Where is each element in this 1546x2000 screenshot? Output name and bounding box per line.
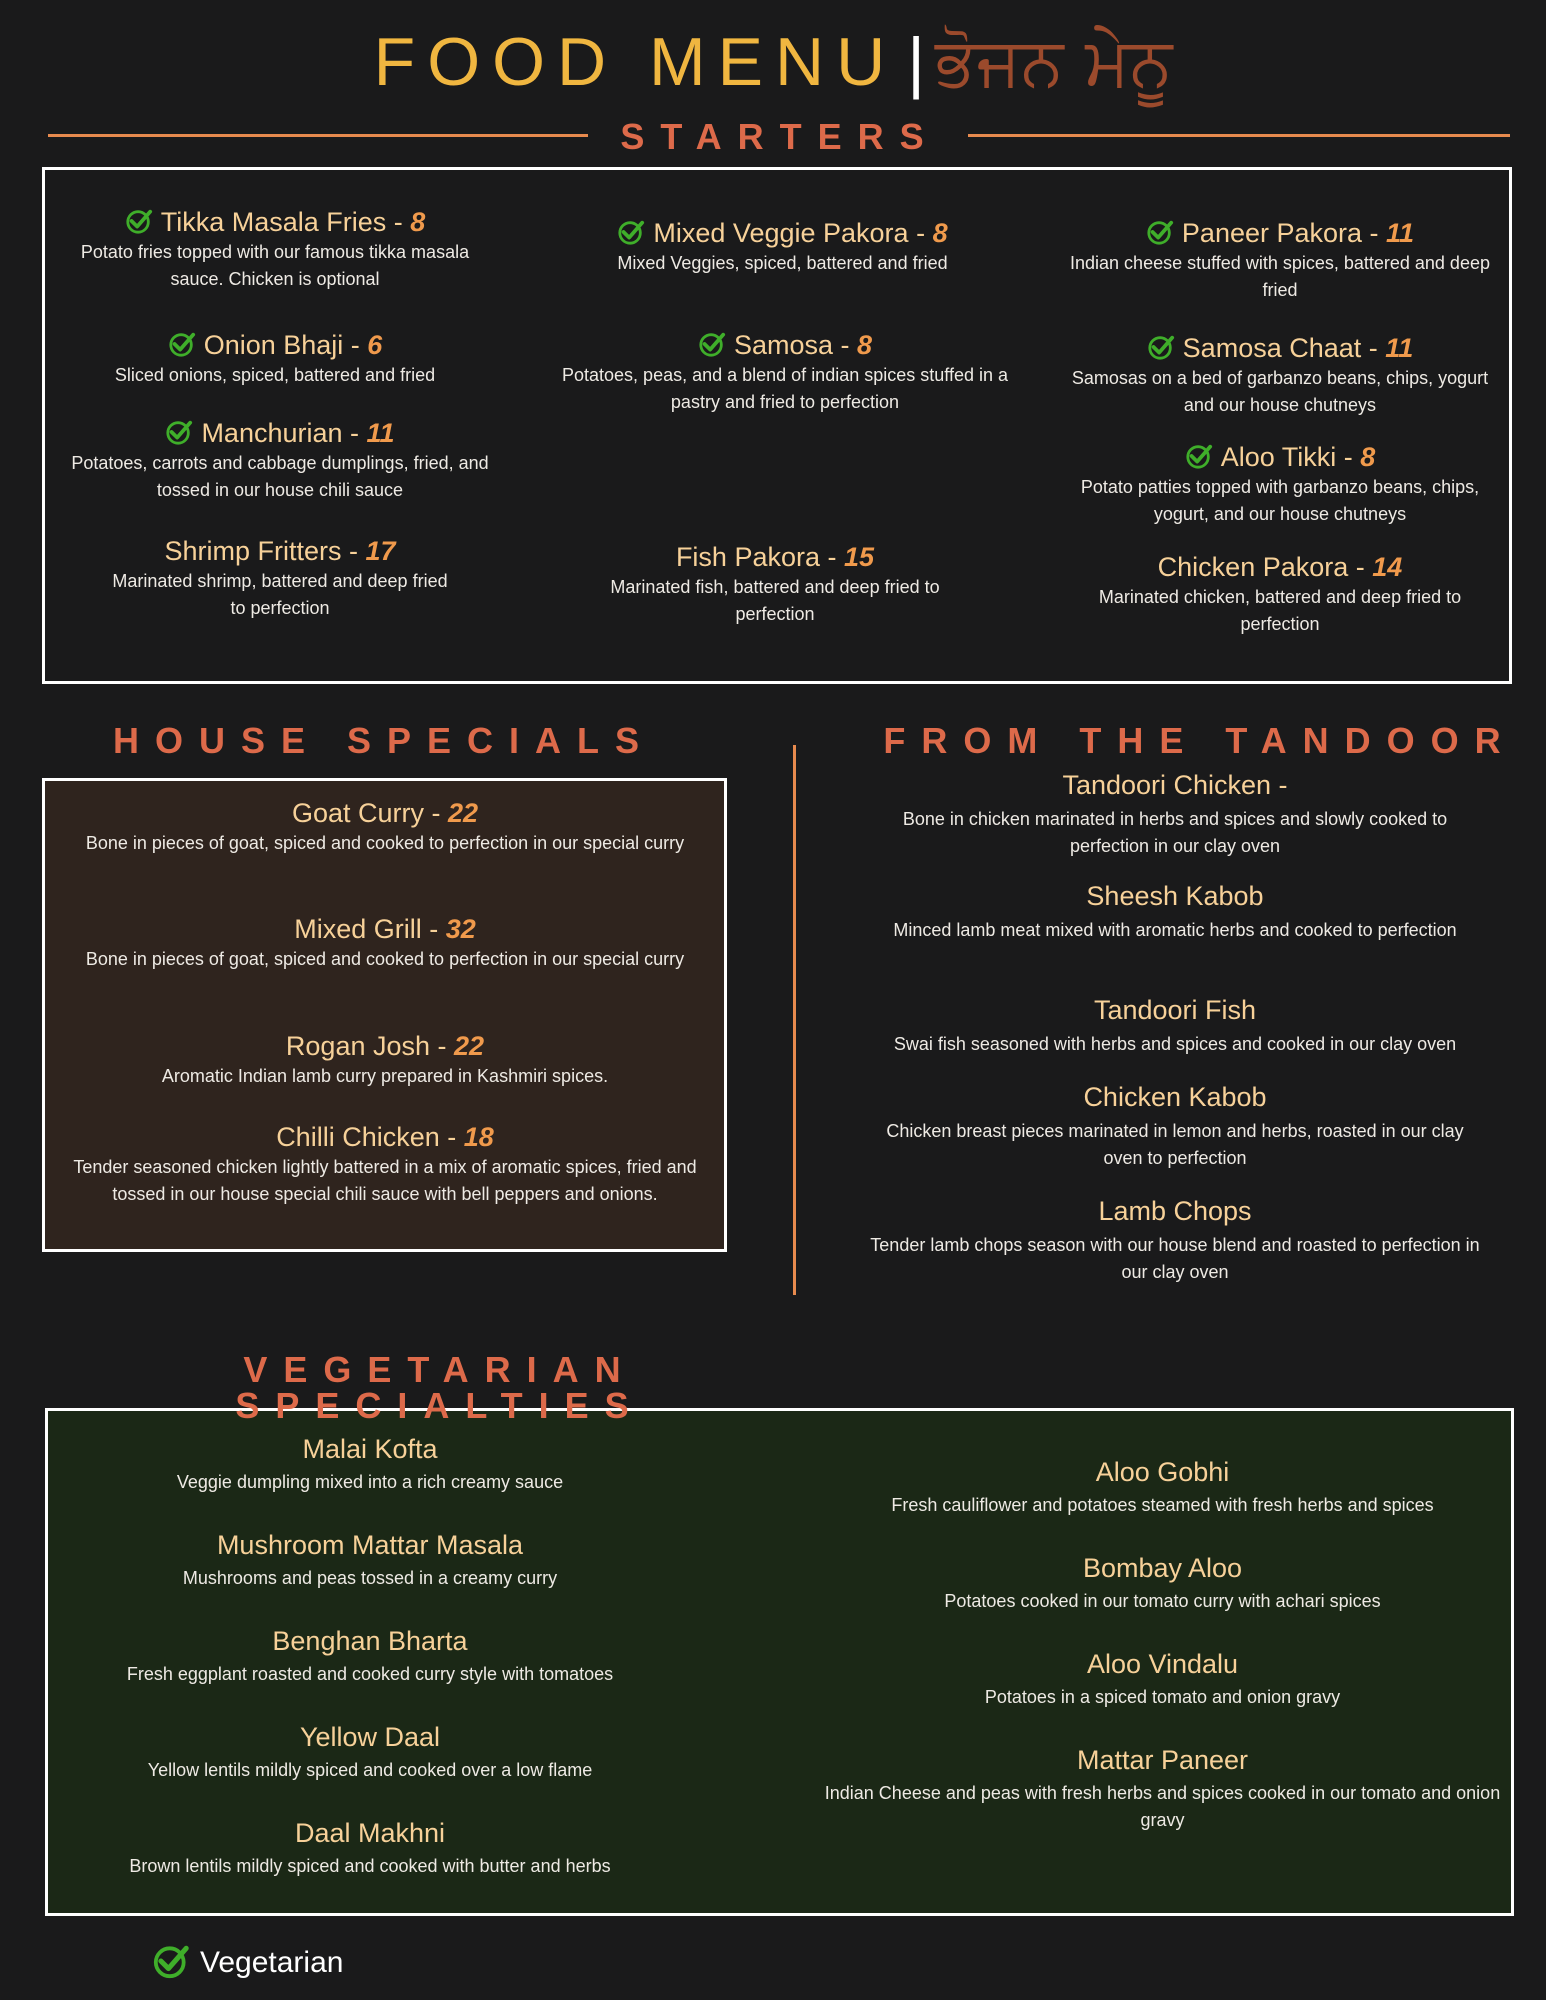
house-special-item: Rogan Josh - 22 Aromatic Indian lamb curry prepared in Kashmiri spices. <box>80 1029 690 1090</box>
item-description: Indian cheese stuffed with spices, battered and deep fried <box>1070 253 1490 300</box>
item-description: Marinated chicken, battered and deep fried to perfection <box>1098 587 1462 634</box>
item-name: Benghan Bharta <box>272 1626 468 1656</box>
starter-item: Aloo Tikki - 8 Potato patties topped with garbanzo beans, chips, yogurt, and our house chutneys <box>1060 440 1500 528</box>
item-description: Bone in pieces of goat, spiced and cooked to perfection in our special curry <box>85 833 685 853</box>
item-name: Paneer Pakora <box>1181 218 1363 248</box>
item-name: Chicken Pakora <box>1157 552 1349 582</box>
item-name: Mixed Veggie Pakora <box>653 218 909 248</box>
item-description: Fresh eggplant roasted and cooked curry style with tomatoes <box>126 1664 614 1684</box>
item-name: Tandoori Fish <box>1093 995 1257 1025</box>
vegetarian-check-icon <box>165 418 193 446</box>
item-name: Yellow Daal <box>299 1722 441 1752</box>
item-description: Potato fries topped with our famous tikka masala sauce. Chicken is optional <box>80 242 470 289</box>
starters-rule-right <box>968 134 1510 137</box>
vegetarian-check-icon <box>168 330 196 358</box>
tandoor-item <box>870 879 1480 944</box>
item-price: 17 <box>365 536 396 566</box>
item-description: Bone in chicken marinated in herbs and spices and slowly cooked to perfection in our clay oven <box>902 809 1448 856</box>
starter-item: Manchurian - 11 Potatoes, carrots and cabbage dumplings, fried, and tossed in our house chili sauce <box>55 416 505 504</box>
item-name: Fish Pakora <box>675 542 820 572</box>
item-name: Daal Makhni <box>294 1818 446 1848</box>
item-description: Tender lamb chops season with our house blend and roasted to perfection in our clay oven <box>870 1235 1480 1282</box>
item-description: Bone in pieces of goat, spiced and cooked to perfection in our special curry <box>85 949 685 969</box>
item-price: 15 <box>844 542 875 572</box>
vegetarian-item <box>80 1624 660 1688</box>
item-name: Chilli Chicken <box>276 1122 440 1152</box>
house-specials-heading: HOUSE SPECIALS <box>112 720 656 761</box>
starter-item: Samosa - 8 Potatoes, peas, and a blend of indian spices stuffed in a pastry and fried to perfection <box>555 328 1015 416</box>
item-name: Aloo Tikki <box>1220 442 1337 472</box>
item-description: Potatoes cooked in our tomato curry with achari spices <box>944 1591 1381 1611</box>
vegetarian-check-icon <box>617 218 645 246</box>
item-description: Indian Cheese and peas with fresh herbs and spices cooked in our tomato and onion gravy <box>824 1783 1501 1830</box>
item-description: Veggie dumpling mixed into a rich creamy sauce <box>176 1472 564 1492</box>
tandoor-item <box>870 1080 1480 1172</box>
item-name: Sheesh Kabob <box>1086 881 1264 911</box>
item-price: 11 <box>1385 333 1414 363</box>
item-description: Marinated shrimp, battered and deep fried to perfection <box>112 571 448 618</box>
vegetarian-item <box>80 1528 660 1592</box>
item-name: Samosa Chaat <box>1182 333 1362 363</box>
item-description: Brown lentils mildly spiced and cooked with butter and herbs <box>129 1856 611 1876</box>
legend-label: Vegetarian <box>200 1946 344 1979</box>
section-divider <box>793 745 796 1295</box>
vegetarian-item <box>820 1455 1505 1519</box>
item-price: 6 <box>367 330 383 360</box>
vegetarian-legend <box>152 1942 343 1982</box>
item-description: Aromatic Indian lamb curry prepared in Kashmiri spices. <box>161 1066 609 1086</box>
item-description: Swai fish seasoned with herbs and spices and cooked in our clay oven <box>893 1034 1457 1054</box>
item-name: Tandoori Chicken - <box>1062 770 1288 800</box>
item-price: 8 <box>1360 442 1376 472</box>
item-price: 8 <box>932 218 948 248</box>
starters-rule-left <box>48 134 588 137</box>
item-description: Sliced onions, spiced, battered and fried <box>114 365 436 385</box>
starter-item: Onion Bhaji - 6 Sliced onions, spiced, battered and fried <box>60 328 490 389</box>
vegetarian-item <box>80 1432 660 1496</box>
vegetarian-check-icon <box>1147 333 1175 361</box>
item-name: Tikka Masala Fries <box>160 207 387 237</box>
item-name: Chicken Kabob <box>1083 1082 1267 1112</box>
vegetarian-check-icon <box>125 207 153 235</box>
vegetarian-heading-line1: VEGETARIAN <box>243 1349 637 1390</box>
house-special-item: Goat Curry - 22 Bone in pieces of goat, spiced and cooked to perfection in our special curry <box>80 796 690 857</box>
vegetarian-check-icon <box>698 330 726 358</box>
item-name: Mattar Paneer <box>1076 1745 1249 1775</box>
item-name: Shrimp Fritters <box>164 536 342 566</box>
item-price: 8 <box>410 207 426 237</box>
item-price: 14 <box>1372 552 1403 582</box>
vegetarian-check-icon <box>1146 218 1174 246</box>
starter-item: Fish Pakora - 15 Marinated fish, battered and deep fried to perfection <box>585 540 965 628</box>
item-name: Manchurian <box>201 418 343 448</box>
item-name: Bombay Aloo <box>1082 1553 1243 1583</box>
item-description: Mixed Veggies, spiced, battered and fried <box>617 253 948 273</box>
item-description: Potatoes in a spiced tomato and onion gravy <box>984 1687 1341 1707</box>
title-english: FOOD MENU <box>373 24 898 100</box>
starter-item: Paneer Pakora - 11 Indian cheese stuffed with spices, battered and deep fried <box>1060 216 1500 304</box>
house-special-item: Chilli Chicken - 18 Tender seasoned chicken lightly battered in a mix of aromatic spices, fried and tossed in our house special chili sauce with bell peppers and onions. <box>70 1120 700 1208</box>
starter-item: Chicken Pakora - 14 Marinated chicken, battered and deep fried to perfection <box>1090 550 1470 638</box>
item-price: 11 <box>366 418 395 448</box>
tandoor-heading: FROM THE TANDOOR <box>883 720 1517 761</box>
vegetarian-item <box>80 1720 660 1784</box>
item-description: Potato patties topped with garbanzo beans, chips, yogurt, and our house chutneys <box>1080 477 1480 524</box>
item-description: Tender seasoned chicken lightly battered in a mix of aromatic spices, fried and tossed in our house special chili sauce with bell peppers and onions. <box>73 1157 697 1204</box>
starters-heading: STARTERS <box>620 116 940 157</box>
item-name: Rogan Josh <box>285 1031 431 1061</box>
item-description: Potatoes, carrots and cabbage dumplings, fried, and tossed in our house chili sauce <box>71 453 489 500</box>
vegetarian-check-icon <box>152 1942 190 1980</box>
starter-item: Tikka Masala Fries - 8 Potato fries topped with our famous tikka masala sauce. Chicken is optional <box>60 205 490 293</box>
item-price: 22 <box>448 798 479 828</box>
item-name: Onion Bhaji <box>203 330 344 360</box>
item-name: Malai Kofta <box>302 1434 438 1464</box>
vegetarian-heading-line2: SPECIALTIES <box>235 1385 645 1426</box>
vegetarian-item <box>820 1743 1505 1834</box>
tandoor-item <box>870 993 1480 1058</box>
item-price: 11 <box>1386 218 1415 248</box>
item-price: 22 <box>454 1031 485 1061</box>
vegetarian-heading <box>180 1349 700 1426</box>
item-price: 8 <box>857 330 873 360</box>
item-description: Minced lamb meat mixed with aromatic herbs and cooked to perfection <box>893 920 1457 940</box>
item-description: Marinated fish, battered and deep fried to perfection <box>610 577 940 624</box>
tandoor-item <box>870 1194 1480 1286</box>
item-price: 32 <box>445 914 476 944</box>
starter-item: Mixed Veggie Pakora - 8 Mixed Veggies, spiced, battered and fried <box>555 216 1010 277</box>
item-name: Mixed Grill <box>294 914 422 944</box>
starter-item: Shrimp Fritters - 17 Marinated shrimp, battered and deep fried to perfection <box>110 534 450 622</box>
title-punjabi: ਭੋਜਨ ਮੇਨੂ <box>934 23 1173 102</box>
item-description: Samosas on a bed of garbanzo beans, chips, yogurt and our house chutneys <box>1071 368 1489 415</box>
vegetarian-item <box>820 1647 1505 1711</box>
vegetarian-item <box>820 1551 1505 1615</box>
item-name: Aloo Gobhi <box>1095 1457 1230 1487</box>
item-description: Yellow lentils mildly spiced and cooked over a low flame <box>147 1760 593 1780</box>
vegetarian-check-icon <box>1185 442 1213 470</box>
tandoor-item <box>870 768 1480 860</box>
item-description: Chicken breast pieces marinated in lemon and herbs, roasted in our clay oven to perfection <box>886 1121 1464 1168</box>
menu-title <box>0 22 1546 103</box>
item-name: Aloo Vindalu <box>1086 1649 1239 1679</box>
title-divider: | <box>907 24 925 100</box>
item-price: 18 <box>463 1122 494 1152</box>
item-name: Goat Curry <box>291 798 424 828</box>
item-description: Mushrooms and peas tossed in a creamy curry <box>182 1568 558 1588</box>
starter-item: Samosa Chaat - 11 Samosas on a bed of garbanzo beans, chips, yogurt and our house chutneys <box>1060 331 1500 419</box>
item-name: Samosa <box>733 330 834 360</box>
item-description: Potatoes, peas, and a blend of indian spices stuffed in a pastry and fried to perfection <box>562 365 1008 412</box>
house-special-item: Mixed Grill - 32 Bone in pieces of goat, spiced and cooked to perfection in our special curry <box>80 912 690 973</box>
vegetarian-item <box>80 1816 660 1880</box>
item-name: Lamb Chops <box>1098 1196 1252 1226</box>
item-name: Mushroom Mattar Masala <box>216 1530 524 1560</box>
item-description: Fresh cauliflower and potatoes steamed with fresh herbs and spices <box>891 1495 1434 1515</box>
